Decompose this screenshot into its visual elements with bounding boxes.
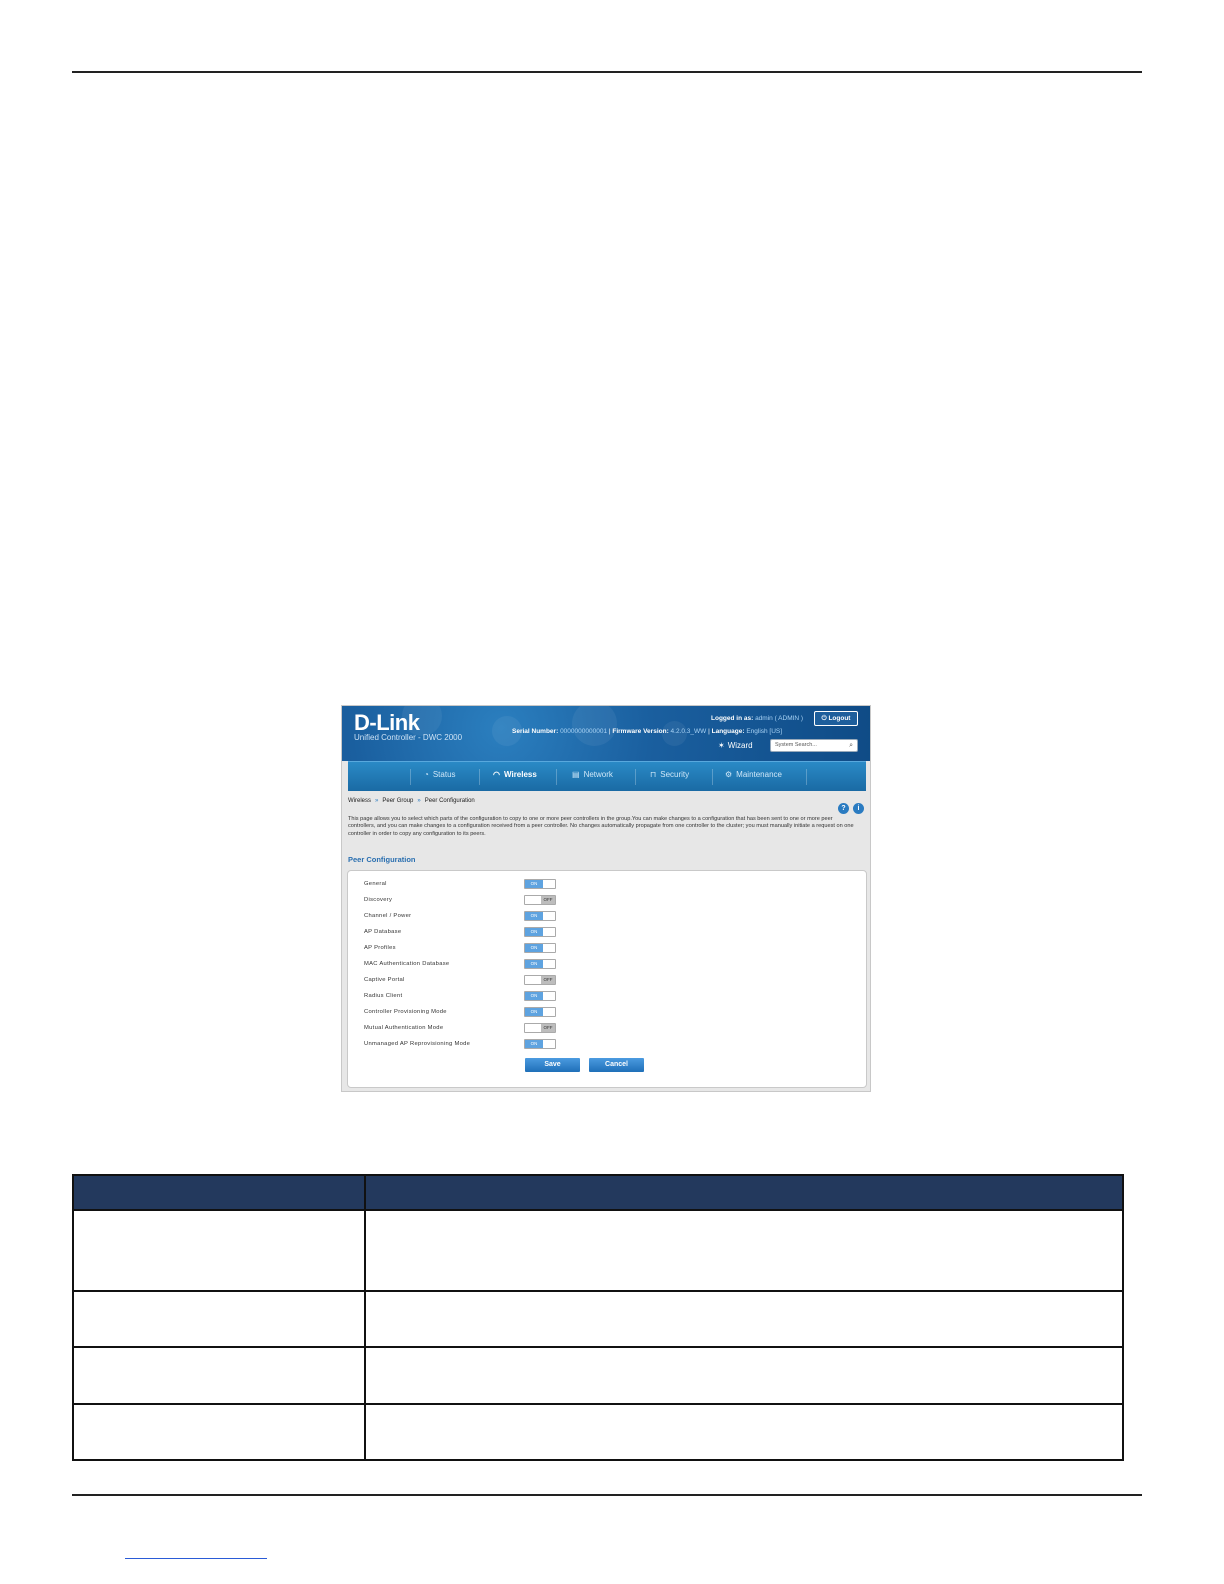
table-header-row bbox=[74, 1176, 1122, 1209]
cancel-button[interactable]: Cancel bbox=[589, 1058, 644, 1072]
wand-icon: ✶ bbox=[718, 741, 725, 750]
gear-icon: ⚙ bbox=[725, 770, 733, 779]
network-icon: ▤ bbox=[572, 770, 580, 779]
header-rule bbox=[72, 71, 1142, 73]
save-button[interactable]: Save bbox=[525, 1058, 580, 1072]
firmware-value: 4.2.0.3_WW bbox=[670, 728, 707, 735]
option-toggle[interactable]: OFF bbox=[524, 975, 556, 985]
wifi-icon: ◠ bbox=[493, 770, 500, 779]
option-toggle[interactable]: ON bbox=[524, 943, 556, 953]
breadcrumb-peer-configuration: Peer Configuration bbox=[424, 798, 475, 804]
option-row bbox=[364, 879, 864, 891]
option-row bbox=[364, 1007, 864, 1019]
option-row bbox=[364, 1039, 864, 1051]
option-row bbox=[364, 959, 864, 971]
logout-label: Logout bbox=[828, 715, 851, 722]
language-value[interactable]: English [US] bbox=[746, 728, 783, 735]
option-toggle[interactable]: OFF bbox=[524, 895, 556, 905]
row-divider bbox=[74, 1209, 1122, 1211]
option-label: Channel / Power bbox=[364, 913, 412, 919]
section-title: Peer Configuration bbox=[348, 855, 416, 864]
option-toggle[interactable]: OFF bbox=[524, 1023, 556, 1033]
option-toggle[interactable]: ON bbox=[524, 991, 556, 1001]
description-table bbox=[72, 1174, 1124, 1461]
nav-status[interactable]: ◔ Status bbox=[424, 770, 456, 779]
dwc-screenshot bbox=[341, 705, 871, 1092]
gauge-icon: ◔ bbox=[424, 770, 429, 779]
info-icon[interactable]: i bbox=[853, 803, 864, 814]
page-description: This page allows you to select which parts of the configuration to copy to one or more peer controllers in the group.You can make changes to a configuration that has been sent to one or more peer controllers, and you can make changes to a configuration received from a peer controller. No changes automatically propagate from one controller to the cluster; you must manually initiate a request on one controller in order to copy any configuration to its peers. bbox=[348, 816, 854, 837]
option-row bbox=[364, 927, 864, 939]
option-label: AP Database bbox=[364, 929, 402, 935]
option-label: AP Profiles bbox=[364, 945, 396, 951]
option-toggle[interactable]: ON bbox=[524, 911, 556, 921]
footer-link-underline[interactable] bbox=[125, 1558, 267, 1559]
breadcrumb-wireless[interactable]: Wireless bbox=[348, 798, 372, 804]
help-icon[interactable]: ? bbox=[838, 803, 849, 814]
option-label: Controller Provisioning Mode bbox=[364, 1009, 447, 1015]
dlink-logo: D-Link bbox=[354, 710, 420, 735]
option-toggle[interactable]: ON bbox=[524, 927, 556, 937]
firmware-label: Firmware Version: bbox=[612, 728, 669, 735]
help-icons bbox=[834, 797, 864, 815]
wizard-link[interactable] bbox=[718, 741, 753, 750]
option-row bbox=[364, 975, 864, 987]
option-label: General bbox=[364, 881, 387, 887]
search-icon: ⌕ bbox=[849, 742, 853, 749]
option-toggle[interactable]: ON bbox=[524, 879, 556, 889]
option-row bbox=[364, 911, 864, 923]
row-divider bbox=[74, 1290, 1122, 1292]
nav-wireless[interactable]: ◠ Wireless bbox=[493, 770, 537, 779]
product-name: Unified Controller - DWC 2000 bbox=[354, 733, 463, 742]
option-row bbox=[364, 943, 864, 955]
option-label: Radius Client bbox=[364, 993, 403, 999]
option-toggle[interactable]: ON bbox=[524, 1039, 556, 1049]
nav-maintenance[interactable]: ⚙ Maintenance bbox=[725, 770, 782, 779]
option-label: Captive Portal bbox=[364, 977, 405, 983]
nav-security[interactable]: ⊓ Security bbox=[650, 770, 690, 779]
breadcrumb: Wireless » Peer Group » Peer Configuration bbox=[348, 798, 475, 804]
app-header bbox=[342, 706, 871, 761]
lock-icon: ⊓ bbox=[650, 770, 657, 779]
serial-value: 0000000000001 bbox=[560, 728, 608, 735]
main-nav bbox=[348, 761, 866, 791]
option-row bbox=[364, 991, 864, 1003]
peer-config-panel bbox=[347, 870, 867, 1088]
power-icon: ⏻ bbox=[821, 715, 829, 722]
login-info bbox=[711, 715, 803, 722]
option-label: Discovery bbox=[364, 897, 393, 903]
wizard-label: Wizard bbox=[727, 741, 753, 750]
option-toggle[interactable]: ON bbox=[524, 959, 556, 969]
logged-in-label: Logged in as: bbox=[711, 715, 754, 722]
option-label: Mutual Authentication Mode bbox=[364, 1025, 444, 1031]
language-label: Language: bbox=[711, 728, 745, 735]
footer-rule bbox=[72, 1494, 1142, 1496]
option-label: Unmanaged AP Reprovisioning Mode bbox=[364, 1041, 471, 1047]
system-search-input[interactable] bbox=[770, 739, 858, 752]
search-placeholder: System Search... bbox=[775, 742, 817, 748]
device-info: Serial Number: 0000000000001 | Firmware Version: 4.2.0.3_WW | Language: English [US] bbox=[512, 728, 783, 735]
column-divider bbox=[364, 1176, 366, 1459]
nav-network[interactable]: ▤ Network bbox=[572, 770, 613, 779]
serial-label: Serial Number: bbox=[512, 728, 559, 735]
logged-in-user: admin ( ADMIN ) bbox=[755, 715, 804, 722]
option-label: MAC Authentication Database bbox=[364, 961, 450, 967]
option-row bbox=[364, 1023, 864, 1035]
option-row bbox=[364, 895, 864, 907]
row-divider bbox=[74, 1346, 1122, 1348]
option-toggle[interactable]: ON bbox=[524, 1007, 556, 1017]
breadcrumb-peer-group[interactable]: Peer Group bbox=[382, 798, 414, 804]
row-divider bbox=[74, 1403, 1122, 1405]
logout-button[interactable] bbox=[814, 711, 858, 726]
